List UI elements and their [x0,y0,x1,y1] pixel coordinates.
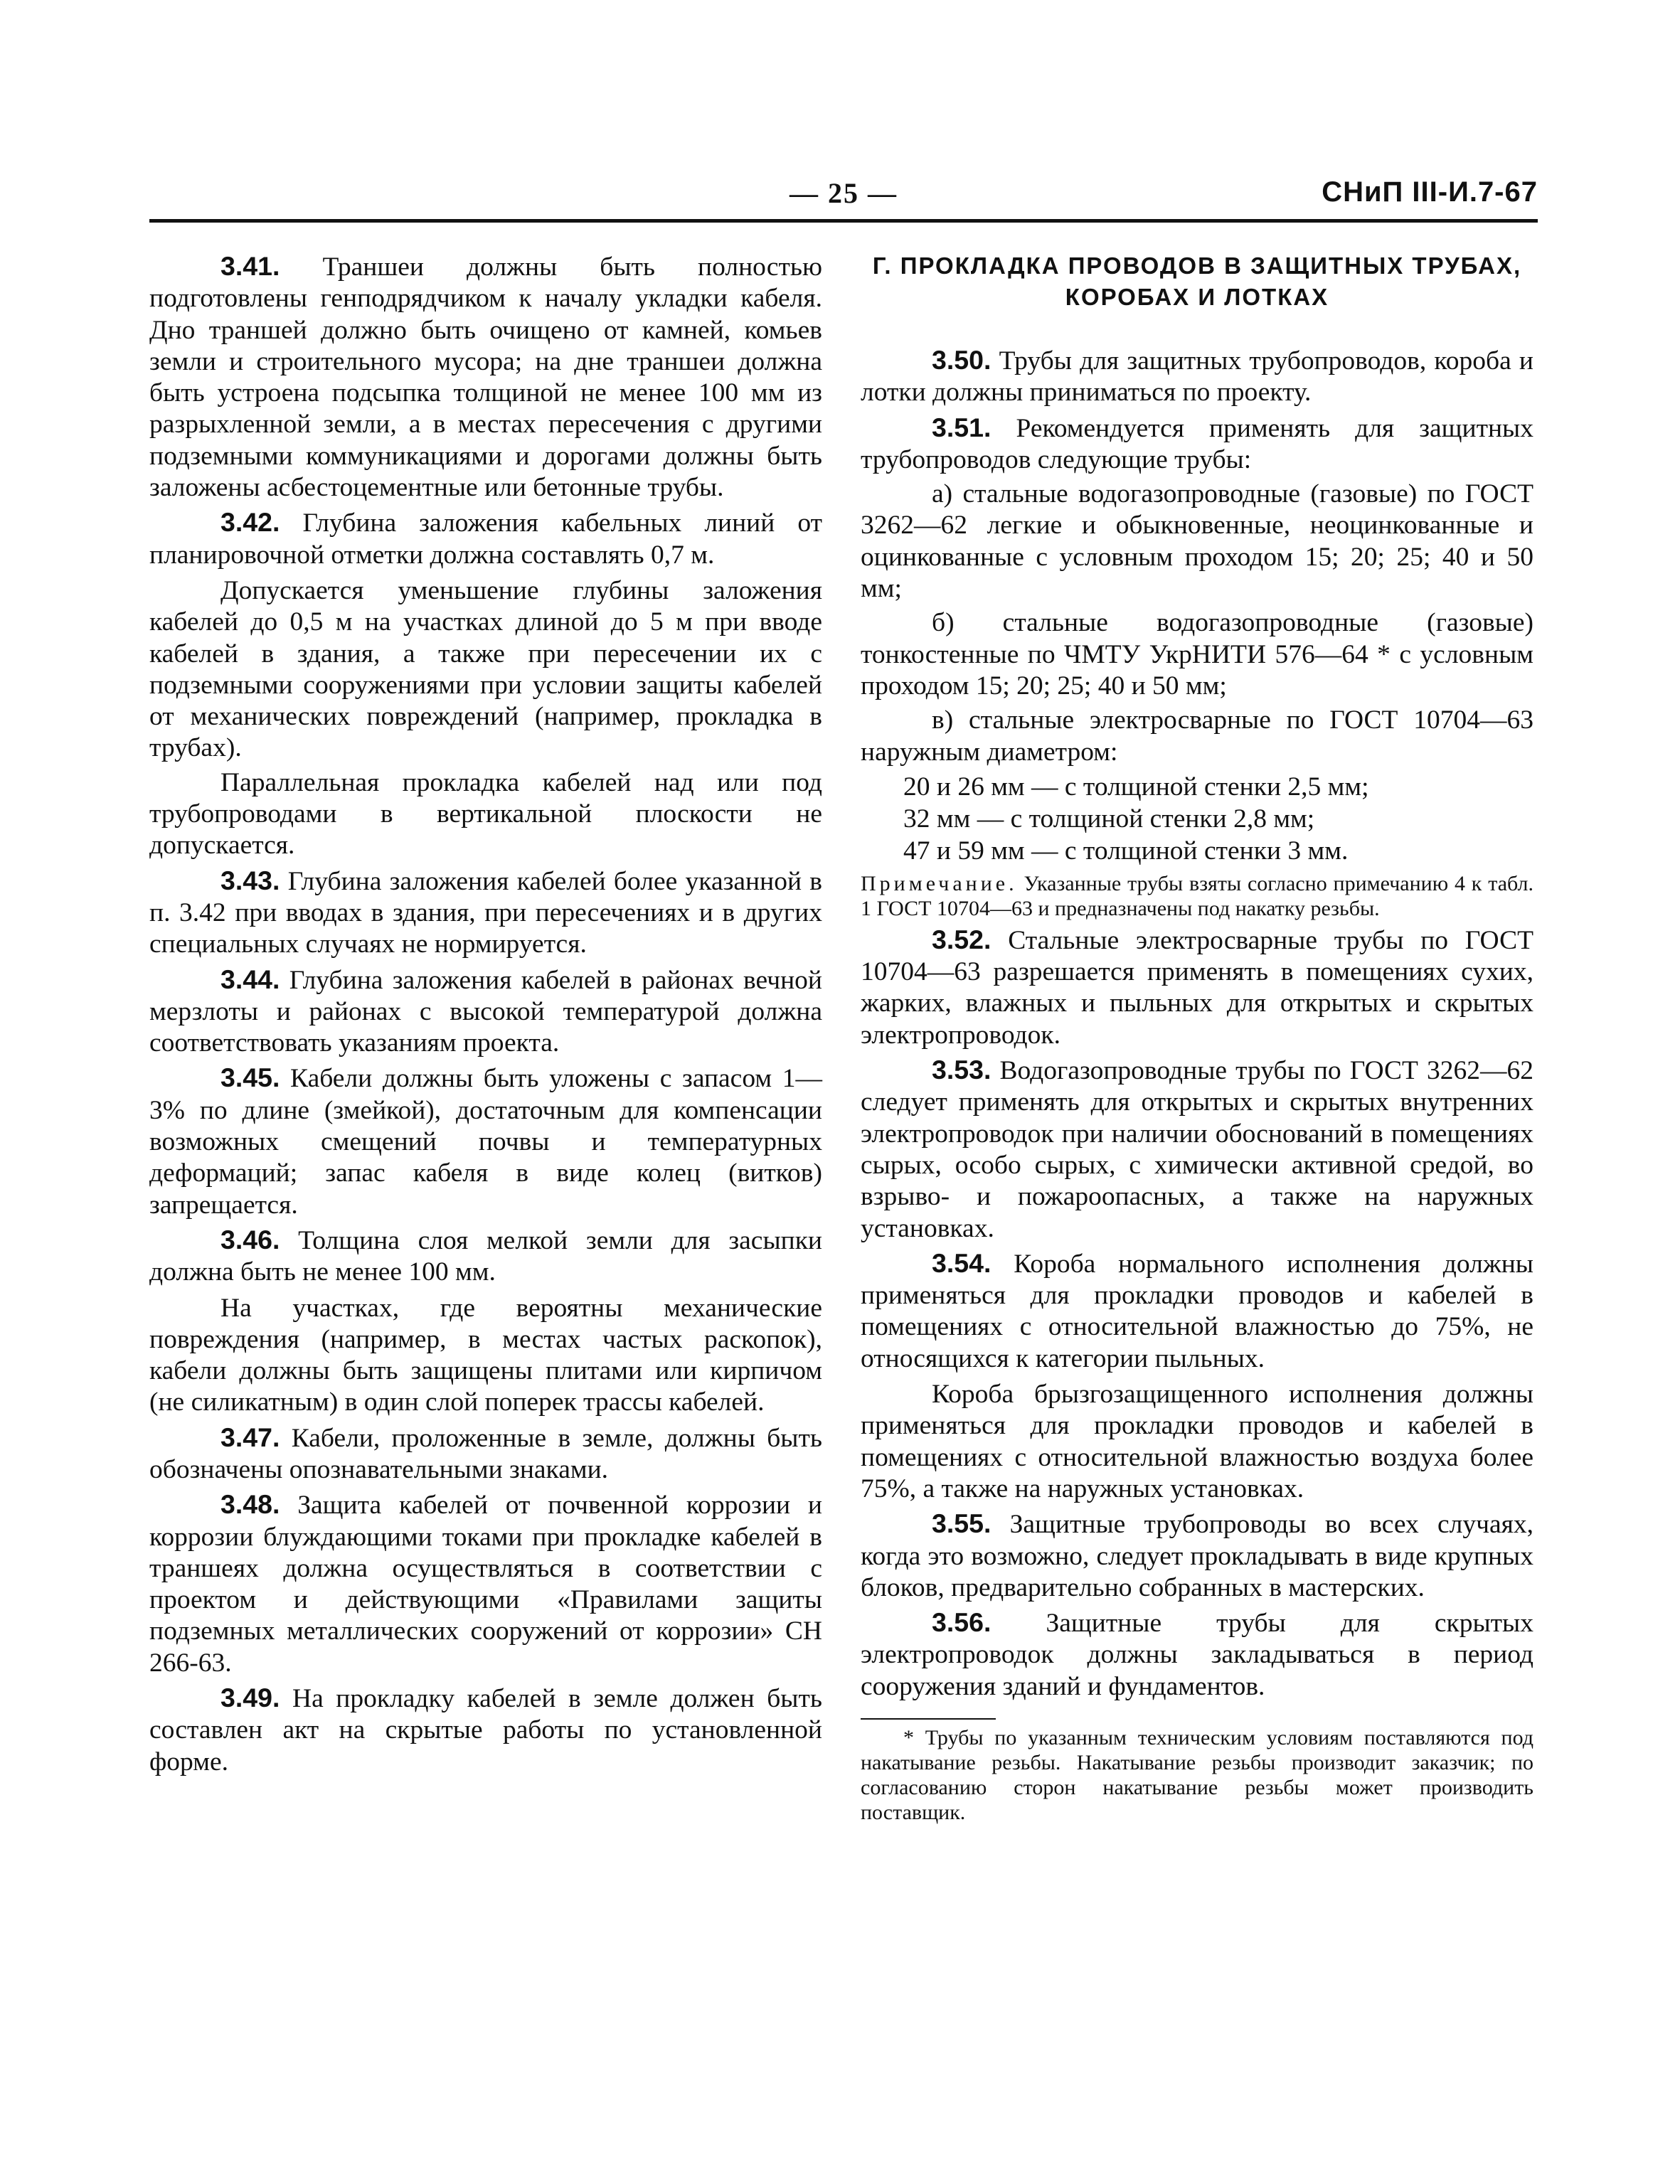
paragraph-text: Кабели должны быть уложены с запасом 1—3% по длине (змейкой), достаточным для компенсации возможных смещений почвы и температурных деформаций; запас кабеля в виде колец (витков) запрещается. [149,1064,822,1220]
paragraph-text: Водогазопроводные трубы по ГОСТ 3262—62 следует применять для открытых и скрытых внутренних электропроводок при наличии обоснований в помещениях сырых, особо сырых, с химически активной средой, во взрыво- и пожароопасных, а также на наружных установках. [861,1056,1533,1243]
clause-number: 3.50. [932,345,991,375]
paragraph-3-48 [149,1488,822,1679]
clause-number: 3.42. [220,507,280,538]
pipe-size-line: 47 и 59 мм — с толщиной стенки 3 мм. [903,836,1349,865]
clause-number: 3.45. [220,1062,280,1093]
pipe-size-list [861,771,1533,867]
paragraph-text: Защитные трубопроводы во всех случаях, когда это возможно, следует прокладывать в виде крупных блоков, предварительно собранных в мастерских. [861,1510,1533,1602]
footnote: * Трубы по указанным техническим условиям поставляются под накатывание резьбы. Накатывание резьбы производит заказчик; по согласованию сторон накатывание резьбы может производить поставщик. [861,1725,1533,1824]
clause-number: 3.56. [932,1607,991,1638]
paragraph-text: Защитные трубы для скрытых электропроводок должны закладываться в период сооружения зданий и фундаментов. [861,1609,1533,1701]
paragraph-3-49 [149,1682,822,1778]
paragraph-mechanical-protection [149,1293,822,1419]
note-label: Примечание. [861,871,1018,895]
paragraph-3-54 [861,1247,1533,1375]
paragraph-text: Допускается уменьшение глубины заложения кабелей до 0,5 м на участках длиной до 5 м при вводе кабелей в здания, а также при пересечении их с подземными сооружениями при условии защиты кабелей от механических повреждений (например, прокладка в трубах). [149,575,822,763]
clause-number: 3.53. [932,1055,991,1085]
paragraph-text: Стальные электросварные трубы по ГОСТ 10704—63 разрешается применять в помещениях сухих, жарких, влажных и пыльных для открытых и скрытых электропроводок. [861,925,1534,1050]
paragraph-text: Глубина заложения кабельных линий от планировочной отметки должна составлять 0,7 м. [149,508,822,570]
paragraph-3-45 [149,1062,822,1220]
paragraph-3-47 [149,1422,822,1486]
paragraph-3-43 [149,865,822,961]
clause-number: 3.43. [220,865,280,895]
right-column [861,250,1533,1825]
pipe-size-line: 20 и 26 мм — с толщиной стенки 2,5 мм; [903,772,1369,801]
paragraph-depth-reduction [149,575,822,765]
paragraph-3-42 [149,506,822,571]
clause-number: 3.49. [220,1683,280,1713]
list-item-v [861,705,1533,768]
paragraph-text: На прокладку кабелей в земле должен быть составлен акт на скрытые работы по установленной форме. [149,1684,822,1777]
paragraph-text: Траншеи должны быть полностью подготовлены генподрядчиком к началу укладки кабеля. Дно траншей должно быть очищено от камней, комьев земли и строительного мусора; на дне траншеи должна быть устроена подсыпка толщиной не менее 100 мм из разрыхленной земли, а в местах пересечения с другими подземными коммуникациями и дорогами должны быть заложены асбестоцементные или бетонные трубы. [149,252,822,503]
section-title: Г. ПРОКЛАДКА ПРОВОДОВ В ЗАЩИТНЫХ ТРУБАХ, КОРОБАХ И ЛОТКАХ [872,252,1522,310]
clause-number: 3.55. [932,1508,991,1539]
paragraph-text: Защита кабелей от почвенной коррозии и коррозии блуждающими токами при прокладке кабелей в траншеях должна осуществляться в соответствии с проектом и действующими «Правилами защиты подземных металлических сооружений от коррозии» СН 266-63. [149,1491,823,1678]
page-number: — 25 — [790,177,898,209]
paragraph-splashproof-boxes [861,1379,1533,1505]
list-item-b [861,607,1533,702]
paragraph-text: Короба нормального исполнения должны применяться для прокладки проводов и кабелей в помещениях с относительной влажностью до 75%, не относящихся к категории пыльных. [861,1249,1533,1373]
paragraph-3-56 [861,1607,1533,1703]
paragraph-text: Толщина слоя мелкой земли для засыпки должна быть не менее 100 мм. [149,1225,823,1287]
paragraph-text: Короба брызгозащищенного исполнения должны применяться для прокладки проводов и кабелей в помещениях с относительной влажностью воздуха более 75%, а также на наружных установках. [861,1380,1533,1503]
header-rule [149,219,1538,223]
clause-number: 3.51. [932,412,991,442]
note [861,871,1533,921]
paragraph-text: Параллельная прокладка кабелей над или под трубопроводами в вертикальной плоскости не допускается. [149,767,822,861]
clause-number: 3.44. [220,964,280,994]
clause-number: 3.47. [220,1422,280,1452]
document-code: СНиП III-И.7-67 [1322,176,1538,208]
clause-number: 3.46. [220,1224,280,1255]
paragraph-3-52 [861,924,1533,1051]
clause-number: 3.54. [932,1247,991,1278]
paragraph-3-41 [149,250,822,504]
paragraph-text: Рекомендуется применять для защитных трубопроводов следующие трубы: [861,413,1534,474]
left-column [149,250,822,1781]
paragraph-parallel-laying [149,767,822,862]
paragraph-text: Глубина заложения кабелей более указанной в п. 3.42 при вводах в здания, при пересечениях и в других специальных случаях не нормируется. [149,866,822,959]
paragraph-3-46 [149,1224,822,1289]
note-text: Указанные трубы взяты согласно примечанию 4 к табл. 1 ГОСТ 10704—63 и предназначены под накатку резьбы. [861,871,1533,920]
clause-number: 3.41. [220,251,280,281]
paragraph-3-55 [861,1508,1533,1604]
clause-number: 3.52. [932,924,991,954]
footnote-rule [861,1718,996,1720]
paragraph-text: Глубина заложения кабелей в районах вечной мерзлоты и районах с высокой температурой должна соответствовать указаниям проекта. [149,965,822,1058]
paragraph-3-50 [861,344,1533,409]
page-header [149,176,1538,219]
pipe-size-line: 32 мм — с толщиной стенки 2,8 мм; [903,804,1315,833]
list-item-a [861,479,1533,604]
paragraph-text: в) стальные электросварные по ГОСТ 10704—63 наружным диаметром: [861,705,1533,767]
paragraph-3-44 [149,964,822,1060]
paragraph-text: а) стальные водогазопроводные (газовые) по ГОСТ 3262—62 легкие и обыкновенные, неоцинкованные и оцинкованные с условным проходом 15; 20; 25; 40 и 50 мм; [861,479,1533,604]
paragraph-text: Кабели, проложенные в земле, должны быть обозначены опознавательными знаками. [149,1423,822,1484]
clause-number: 3.48. [220,1489,280,1520]
paragraph-text: б) стальные водогазопроводные (газовые) тонкостенные по ЧМТУ УкрНИТИ 576—64 * с условным проходом 15; 20; 25; 40 и 50 мм; [861,608,1533,701]
paragraph-text: Трубы для защитных трубопроводов, короба и лотки должны приниматься по проекту. [861,346,1533,407]
paragraph-3-53 [861,1054,1533,1245]
paragraph-3-51 [861,412,1533,476]
paragraph-text: На участках, где вероятны механические повреждения (например, в местах частых раскопок), кабели должны быть защищены плитами или кирпичом (не силикатным) в один слой поперек трассы кабелей. [149,1293,822,1417]
